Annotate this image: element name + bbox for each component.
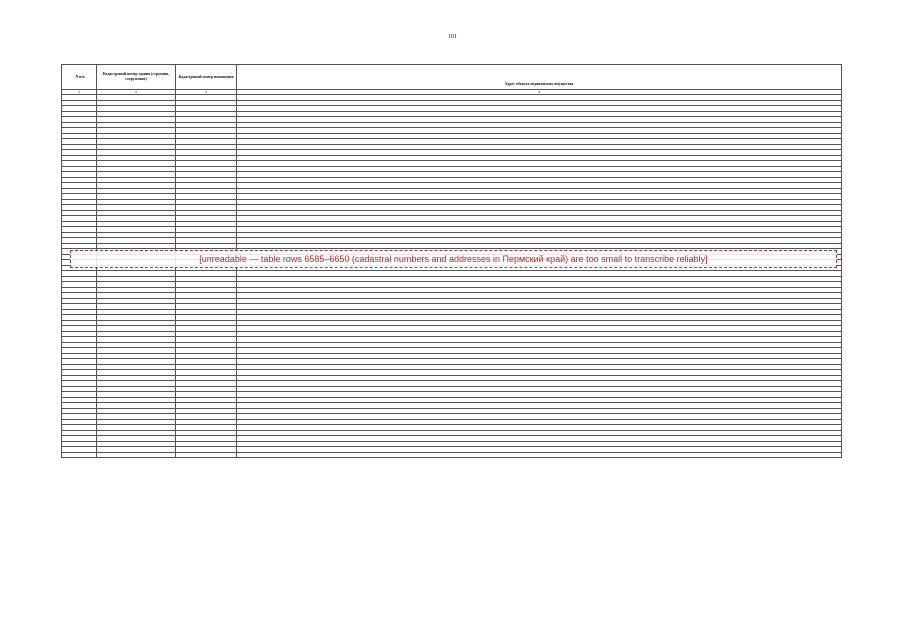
header-num: N п/п <box>62 65 97 90</box>
header-room: Кадастровый номер помещения <box>176 65 237 90</box>
header-cadastral: Кадастровый номер здания (строения, сооружения) <box>97 65 176 90</box>
table-row <box>62 452 842 458</box>
header-address: Адрес объекта недвижимого имущества <box>237 65 842 90</box>
readability-notice: [unreadable — table rows 6585–6650 (cadastral numbers and addresses in Пермский край) are too small to transcribe reliably] <box>70 250 837 268</box>
row-cadastral-cell <box>97 452 176 458</box>
page-number: 101 <box>448 34 457 40</box>
column-index: 4 <box>237 90 842 95</box>
row-room-cell <box>176 452 237 458</box>
column-index: 3 <box>176 90 237 95</box>
row-num-cell <box>62 452 97 458</box>
table-header-row <box>62 65 842 90</box>
column-index: 1 <box>62 90 97 95</box>
column-index: 2 <box>97 90 176 95</box>
row-address-cell <box>237 452 842 458</box>
